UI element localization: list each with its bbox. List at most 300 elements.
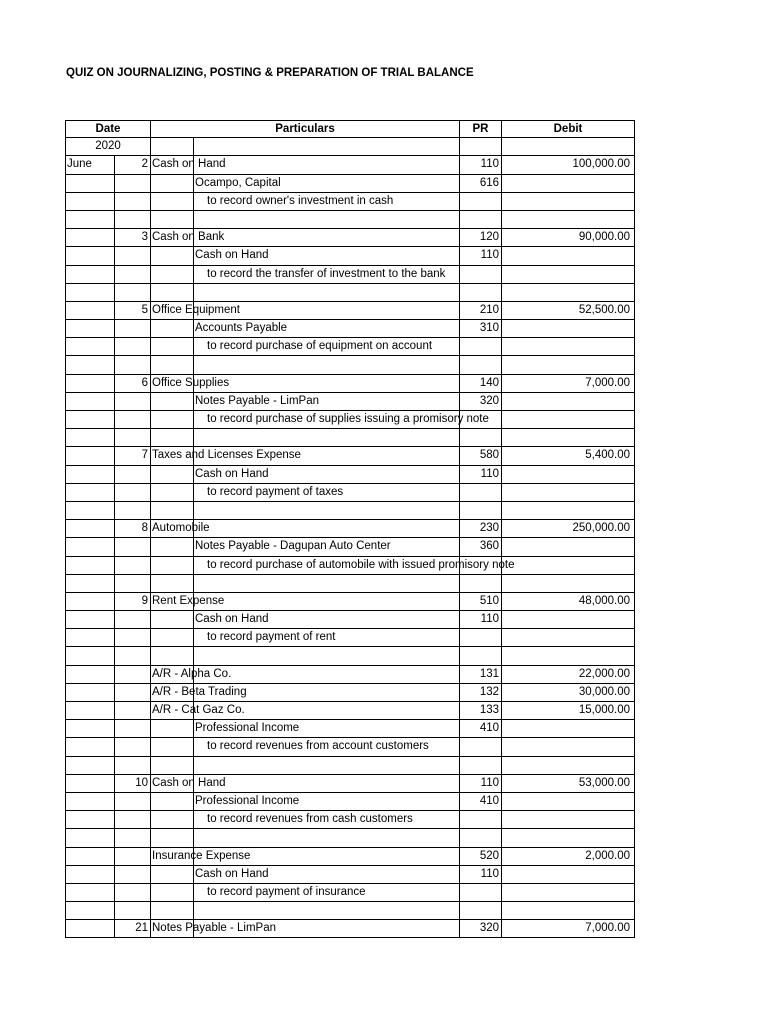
day-cell: 7 <box>114 447 150 464</box>
pr-cell: 510 <box>459 593 501 610</box>
pr-cell: 120 <box>459 229 501 246</box>
entry-explanation: to record revenues from account customers <box>207 740 429 753</box>
particulars-cell <box>150 284 193 301</box>
particulars-cell <box>193 138 459 155</box>
debit-cell <box>501 557 635 574</box>
pr-cell: 110 <box>459 156 501 173</box>
debit-cell <box>501 811 635 828</box>
debit-cell <box>501 629 635 646</box>
month-cell <box>65 484 114 501</box>
day-cell <box>114 484 150 501</box>
day-cell <box>114 611 150 628</box>
particulars-cell <box>150 647 193 664</box>
debit-cell: 2,000.00 <box>501 848 635 865</box>
pr-cell: 132 <box>459 684 501 701</box>
particulars-cell <box>193 229 459 246</box>
day-cell <box>114 575 150 592</box>
particulars-cell <box>150 138 193 155</box>
journal-rows <box>65 156 635 938</box>
particulars-cell <box>193 647 459 664</box>
day-cell <box>114 811 150 828</box>
particulars-cell <box>150 557 193 574</box>
debit-cell: 53,000.00 <box>501 775 635 792</box>
pr-cell <box>459 902 501 919</box>
pr-cell <box>459 738 501 755</box>
particulars-cell <box>150 629 193 646</box>
month-cell <box>65 611 114 628</box>
debit-cell <box>501 211 635 228</box>
debit-cell: 90,000.00 <box>501 229 635 246</box>
pr-cell <box>459 647 501 664</box>
journal-row <box>65 411 635 429</box>
day-cell <box>114 902 150 919</box>
journal-row <box>65 429 635 447</box>
particulars-cell <box>193 156 459 173</box>
debit-account: Office Supplies <box>152 376 230 389</box>
day-cell <box>114 193 150 210</box>
credit-account: Cash on Hand <box>195 867 269 880</box>
particulars-cell <box>150 811 193 828</box>
day-cell: 2 <box>114 156 150 173</box>
journal-row <box>65 502 635 520</box>
journal-row <box>65 611 635 629</box>
debit-cell <box>501 247 635 264</box>
pr-cell: 140 <box>459 375 501 392</box>
entry-explanation: to record payment of taxes <box>207 485 344 498</box>
entry-explanation: to record owner's investment in cash <box>207 194 394 207</box>
particulars-cell <box>150 338 193 355</box>
day-cell <box>114 866 150 883</box>
day-cell: 8 <box>114 520 150 537</box>
month-cell <box>65 411 114 428</box>
entry-explanation: to record payment of insurance <box>207 885 366 898</box>
pr-cell <box>459 356 501 373</box>
debit-cell <box>501 320 635 337</box>
journal-row <box>65 284 635 302</box>
debit-cell <box>501 411 635 428</box>
pr-cell <box>459 338 501 355</box>
pr-cell: 616 <box>459 175 501 192</box>
pr-cell: 580 <box>459 447 501 464</box>
pr-cell <box>459 484 501 501</box>
journal-row <box>65 848 635 866</box>
debit-cell <box>501 757 635 774</box>
day-cell <box>114 466 150 483</box>
journal-row <box>65 757 635 775</box>
debit-cell: 22,000.00 <box>501 666 635 683</box>
debit-cell: 7,000.00 <box>501 375 635 392</box>
particulars-cell <box>150 793 193 810</box>
debit-cell <box>501 793 635 810</box>
particulars-cell <box>193 375 459 392</box>
entry-explanation: to record revenues from cash customers <box>207 813 413 826</box>
particulars-cell <box>150 193 193 210</box>
debit-cell <box>501 429 635 446</box>
pr-cell: 131 <box>459 666 501 683</box>
particulars-cell <box>150 320 193 337</box>
journal-row <box>65 647 635 665</box>
journal-row <box>65 884 635 902</box>
month-cell <box>65 175 114 192</box>
particulars-cell <box>150 429 193 446</box>
month-cell <box>65 375 114 392</box>
month-cell <box>65 247 114 264</box>
month-cell <box>65 520 114 537</box>
day-cell: 9 <box>114 593 150 610</box>
pr-cell: 110 <box>459 466 501 483</box>
month-cell <box>65 666 114 683</box>
header-row <box>65 120 635 138</box>
journal-row <box>65 393 635 411</box>
particulars-cell <box>150 356 193 373</box>
particulars-cell <box>150 738 193 755</box>
page-title: QUIZ ON JOURNALIZING, POSTING & PREPARATION OF TRIAL BALANCE <box>66 67 474 79</box>
journal-row <box>65 211 635 229</box>
month-cell <box>65 320 114 337</box>
pr-cell <box>459 757 501 774</box>
particulars-cell <box>150 866 193 883</box>
journal-row <box>65 793 635 811</box>
month-cell <box>65 575 114 592</box>
pr-cell <box>459 193 501 210</box>
particulars-cell <box>193 666 459 683</box>
entry-explanation: to record purchase of automobile with issued promisory note <box>207 558 515 571</box>
day-cell <box>114 320 150 337</box>
credit-account: Cash on Hand <box>195 613 269 626</box>
pr-cell: 310 <box>459 320 501 337</box>
day-cell: 6 <box>114 375 150 392</box>
particulars-cell <box>193 502 459 519</box>
day-cell <box>114 502 150 519</box>
debit-account: Automobile <box>152 522 210 535</box>
particulars-cell <box>150 411 193 428</box>
particulars-cell <box>150 266 193 283</box>
day-cell: 10 <box>114 775 150 792</box>
journal-row <box>65 666 635 684</box>
pr-cell <box>459 266 501 283</box>
journal-row <box>65 738 635 756</box>
credit-account: Notes Payable - LimPan <box>195 394 320 407</box>
month-cell <box>65 538 114 555</box>
day-cell: 5 <box>114 302 150 319</box>
day-cell: 21 <box>114 920 150 937</box>
month-cell <box>65 702 114 719</box>
day-cell <box>114 738 150 755</box>
debit-cell <box>501 902 635 919</box>
journal-row <box>65 266 635 284</box>
debit-cell <box>501 193 635 210</box>
journal-row <box>65 520 635 538</box>
debit-account: Rent Expense <box>152 594 225 607</box>
particulars-cell <box>193 356 459 373</box>
debit-account: Cash on Hand <box>152 776 226 789</box>
journal-row <box>65 466 635 484</box>
day-cell <box>114 411 150 428</box>
pr-cell <box>459 575 501 592</box>
particulars-cell <box>150 466 193 483</box>
debit-cell <box>501 866 635 883</box>
month-cell <box>65 193 114 210</box>
pr-cell: 110 <box>459 247 501 264</box>
journal-row <box>65 902 635 920</box>
pr-cell <box>459 502 501 519</box>
month-cell <box>65 466 114 483</box>
month-cell <box>65 266 114 283</box>
particulars-cell <box>150 829 193 846</box>
day-cell <box>114 557 150 574</box>
day-cell <box>114 702 150 719</box>
debit-cell <box>501 175 635 192</box>
particulars-cell <box>193 593 459 610</box>
credit-account: Accounts Payable <box>195 322 288 335</box>
journal-row <box>65 684 635 702</box>
header-debit: Debit <box>501 121 635 137</box>
month-cell <box>65 829 114 846</box>
month-cell: June <box>65 156 114 173</box>
day-cell <box>114 757 150 774</box>
debit-cell <box>501 266 635 283</box>
month-cell <box>65 793 114 810</box>
day-cell <box>114 266 150 283</box>
pr-cell: 133 <box>459 702 501 719</box>
month-cell <box>65 302 114 319</box>
month-cell <box>65 593 114 610</box>
journal-row <box>65 229 635 247</box>
month-cell <box>65 866 114 883</box>
year-cell: 2020 <box>65 138 150 155</box>
particulars-cell <box>150 175 193 192</box>
debit-cell <box>501 338 635 355</box>
pr-cell: 520 <box>459 848 501 865</box>
journal-row <box>65 247 635 265</box>
month-cell <box>65 811 114 828</box>
day-cell <box>114 356 150 373</box>
month-cell <box>65 447 114 464</box>
journal-row <box>65 575 635 593</box>
debit-cell: 15,000.00 <box>501 702 635 719</box>
credit-account: Professional Income <box>195 722 300 735</box>
particulars-cell <box>193 520 459 537</box>
day-cell <box>114 393 150 410</box>
particulars-cell <box>150 484 193 501</box>
month-cell <box>65 284 114 301</box>
day-cell <box>114 284 150 301</box>
month-cell <box>65 775 114 792</box>
journal-row <box>65 338 635 356</box>
journal-row <box>65 320 635 338</box>
pr-cell: 110 <box>459 775 501 792</box>
journal-row <box>65 775 635 793</box>
journal-row <box>65 302 635 320</box>
debit-account: Cash on Bank <box>152 231 225 244</box>
month-cell <box>65 720 114 737</box>
debit-cell <box>501 356 635 373</box>
debit-cell <box>501 720 635 737</box>
day-cell <box>114 793 150 810</box>
particulars-cell <box>150 902 193 919</box>
credit-account: Cash on Hand <box>195 467 269 480</box>
pr-cell <box>459 884 501 901</box>
month-cell <box>65 684 114 701</box>
debit-cell <box>501 466 635 483</box>
entry-explanation: to record purchase of equipment on account <box>207 340 433 353</box>
month-cell <box>65 229 114 246</box>
credit-account: Notes Payable - Dagupan Auto Center <box>195 540 391 553</box>
debit-cell <box>501 575 635 592</box>
particulars-cell <box>193 429 459 446</box>
month-cell <box>65 647 114 664</box>
debit-cell <box>501 647 635 664</box>
month-cell <box>65 848 114 865</box>
pr-cell: 230 <box>459 520 501 537</box>
particulars-cell <box>150 538 193 555</box>
particulars-cell <box>193 575 459 592</box>
pr-cell <box>459 284 501 301</box>
journal-row <box>65 557 635 575</box>
debit-account: Office Equipment <box>152 303 241 316</box>
pr-cell: 410 <box>459 793 501 810</box>
journal-row <box>65 447 635 465</box>
debit-account: Cash on Hand <box>152 158 226 171</box>
debit-account: Taxes and Licenses Expense <box>152 449 301 462</box>
pr-cell <box>459 429 501 446</box>
journal-row <box>65 720 635 738</box>
pr-cell: 210 <box>459 302 501 319</box>
header-particulars: Particulars <box>150 121 459 137</box>
debit-account: A/R - Alpha Co. <box>152 667 232 680</box>
journal-row <box>65 829 635 847</box>
month-cell <box>65 629 114 646</box>
entry-explanation: to record the transfer of investment to the bank <box>207 267 446 280</box>
journal-row <box>65 193 635 211</box>
day-cell <box>114 647 150 664</box>
day-cell <box>114 829 150 846</box>
month-cell <box>65 757 114 774</box>
journal-row <box>65 538 635 556</box>
day-cell: 3 <box>114 229 150 246</box>
day-cell <box>114 884 150 901</box>
pr-cell <box>459 211 501 228</box>
particulars-cell <box>150 211 193 228</box>
debit-cell <box>501 138 635 155</box>
month-cell <box>65 338 114 355</box>
particulars-cell <box>193 757 459 774</box>
debit-account: A/R - Cat Gaz Co. <box>152 704 245 716</box>
debit-cell: 5,400.00 <box>501 447 635 464</box>
header-pr: PR <box>459 121 501 137</box>
month-cell <box>65 738 114 755</box>
month-cell <box>65 902 114 919</box>
day-cell <box>114 338 150 355</box>
debit-cell: 250,000.00 <box>501 520 635 537</box>
debit-cell <box>501 738 635 755</box>
entry-explanation: to record purchase of supplies issuing a promisory note <box>207 413 489 425</box>
day-cell <box>114 720 150 737</box>
credit-account: Ocampo, Capital <box>195 176 281 189</box>
particulars-cell <box>150 502 193 519</box>
particulars-cell <box>150 393 193 410</box>
debit-cell <box>501 884 635 901</box>
credit-account: Cash on Hand <box>195 249 269 262</box>
entry-explanation: to record payment of rent <box>207 631 336 644</box>
debit-cell: 48,000.00 <box>501 593 635 610</box>
year-row <box>65 138 635 156</box>
debit-cell: 100,000.00 <box>501 156 635 173</box>
pr-cell: 320 <box>459 393 501 410</box>
day-cell <box>114 175 150 192</box>
debit-cell <box>501 538 635 555</box>
pr-cell: 110 <box>459 866 501 883</box>
particulars-cell <box>193 775 459 792</box>
pr-cell: 110 <box>459 611 501 628</box>
particulars-cell <box>193 211 459 228</box>
pr-cell: 320 <box>459 920 501 937</box>
month-cell <box>65 429 114 446</box>
journal-row <box>65 375 635 393</box>
day-cell <box>114 538 150 555</box>
particulars-cell <box>150 575 193 592</box>
debit-cell <box>501 484 635 501</box>
pr-cell: 360 <box>459 538 501 555</box>
pr-cell <box>459 629 501 646</box>
debit-cell: 7,000.00 <box>501 920 635 937</box>
day-cell <box>114 684 150 701</box>
particulars-cell <box>193 284 459 301</box>
journal-row <box>65 156 635 174</box>
particulars-cell <box>150 720 193 737</box>
month-cell <box>65 502 114 519</box>
journal-row <box>65 811 635 829</box>
journal-row <box>65 702 635 720</box>
journal-table <box>65 120 635 938</box>
particulars-cell <box>193 902 459 919</box>
debit-account: Insurance Expense <box>152 849 251 862</box>
debit-cell: 52,500.00 <box>501 302 635 319</box>
debit-account: Notes Payable - LimPan <box>152 922 277 935</box>
journal-row <box>65 866 635 884</box>
day-cell <box>114 211 150 228</box>
journal-row <box>65 175 635 193</box>
particulars-cell <box>193 829 459 846</box>
journal-row <box>65 593 635 611</box>
month-cell <box>65 557 114 574</box>
particulars-cell <box>150 247 193 264</box>
particulars-cell <box>150 757 193 774</box>
month-cell <box>65 393 114 410</box>
debit-cell <box>501 284 635 301</box>
pr-cell <box>459 138 501 155</box>
month-cell <box>65 920 114 937</box>
pr-cell <box>459 829 501 846</box>
journal-row <box>65 629 635 647</box>
journal-row <box>65 484 635 502</box>
day-cell <box>114 848 150 865</box>
journal-row <box>65 920 635 938</box>
month-cell <box>65 211 114 228</box>
month-cell <box>65 356 114 373</box>
particulars-cell <box>150 884 193 901</box>
debit-account: A/R - Beta Trading <box>152 685 247 698</box>
debit-cell <box>501 611 635 628</box>
day-cell <box>114 666 150 683</box>
day-cell <box>114 429 150 446</box>
day-cell <box>114 247 150 264</box>
debit-cell <box>501 829 635 846</box>
day-cell <box>114 629 150 646</box>
credit-account: Professional Income <box>195 794 300 807</box>
debit-cell: 30,000.00 <box>501 684 635 701</box>
header-date: Date <box>65 121 150 137</box>
